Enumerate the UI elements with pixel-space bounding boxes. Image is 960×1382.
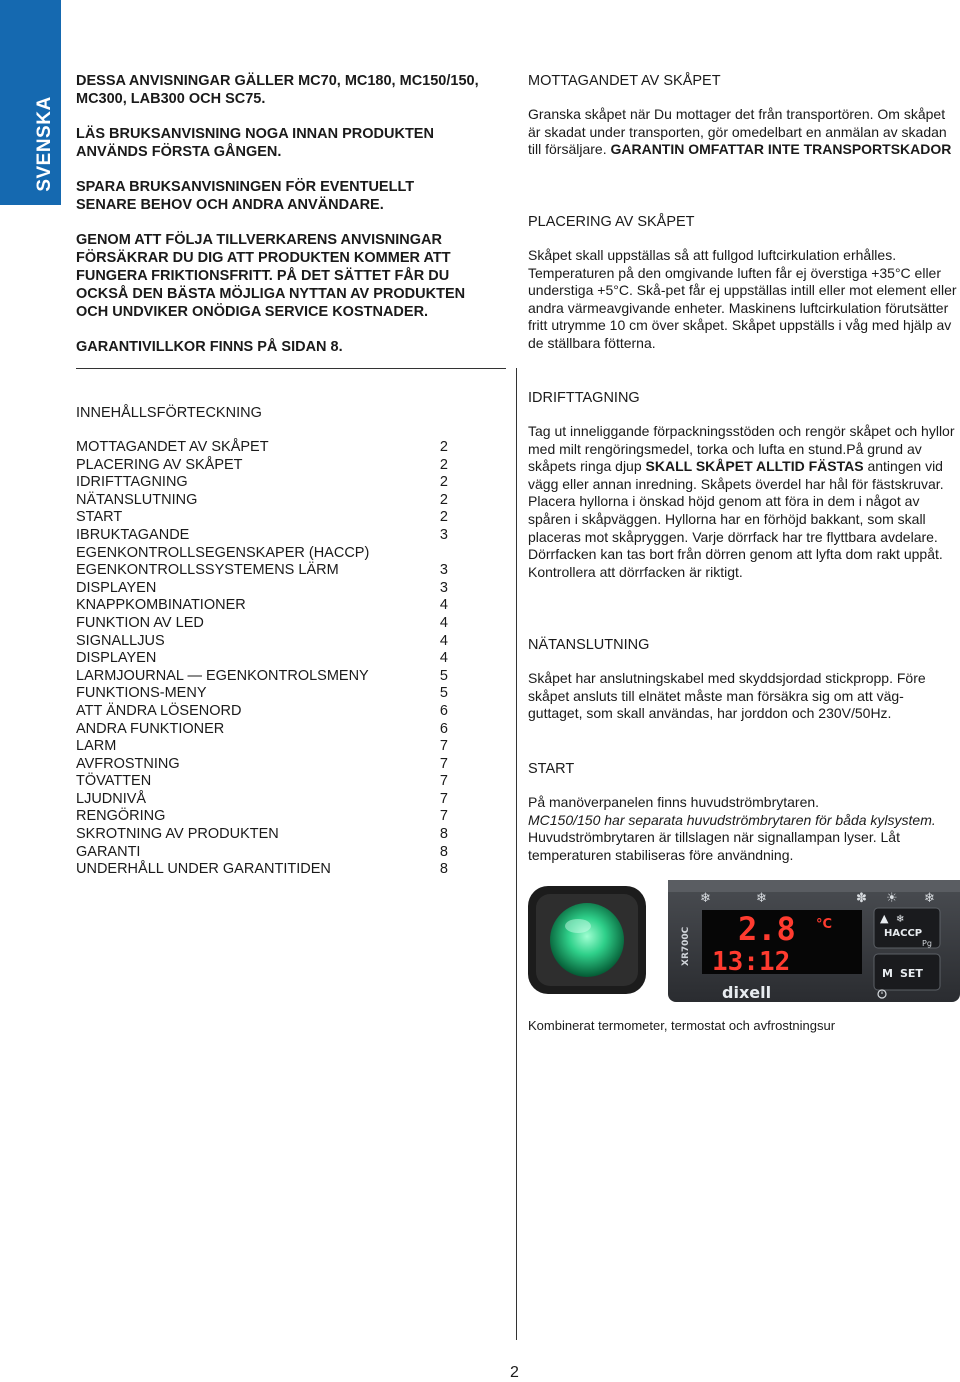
toc-entry xyxy=(76,492,448,510)
language-label: SVENSKA xyxy=(34,96,55,192)
toc-entry-label: SKROTNING AV PRODUKTEN xyxy=(76,826,279,843)
toc-entry-page: 3 xyxy=(439,562,448,579)
toc-entry-label: UNDERHÅLL UNDER GARANTITIDEN xyxy=(76,861,331,878)
toc-entry-page: 7 xyxy=(439,773,448,790)
section-italic-note: MC150/150 har separata huvudströmbrytaren för båda kylsystem. xyxy=(528,811,936,828)
page-number: 2 xyxy=(510,1364,519,1381)
toc-entry-label: TÖVATTEN xyxy=(76,773,152,790)
toc-entry xyxy=(76,633,448,651)
toc-entry-page: 2 xyxy=(439,474,448,491)
toc-entry-page: 7 xyxy=(439,790,448,807)
language-tab xyxy=(0,0,61,205)
intro-applicability: DESSA ANVISNINGAR GÄLLER MC70, MC180, MC150/150, MC300, LAB300 OCH SC75. xyxy=(76,73,479,107)
section-heading: START xyxy=(528,761,575,777)
toc-entry-label: NÄTANSLUTNING xyxy=(76,491,198,508)
light-icon: ☀ xyxy=(886,891,898,906)
toc-entry-label: SIGNALLJUS xyxy=(76,632,165,649)
temperature-readout: 2.8 xyxy=(738,910,796,948)
toc-title: INNEHÅLLSFÖRTECKNING xyxy=(76,405,262,421)
table-of-contents xyxy=(76,405,448,879)
toc-entry xyxy=(76,844,448,862)
set-key-label: SET xyxy=(900,967,923,980)
toc-entry-page: 4 xyxy=(439,614,448,631)
up-arrow-icon: ▲ xyxy=(880,912,889,925)
toc-entry xyxy=(76,738,448,756)
toc-entry-label: FUNKTIONS-MENY xyxy=(76,685,207,702)
toc-entry-page: 6 xyxy=(439,720,448,737)
toc-entry-label: START xyxy=(76,509,123,526)
toc-entry xyxy=(76,580,448,598)
toc-entry-label: IBRUKTAGANDE xyxy=(76,526,190,543)
toc-entry-label: IDRIFTTAGNING xyxy=(76,474,188,491)
toc-list xyxy=(76,439,448,879)
intro-follow-instructions: GENOM ATT FÖLJA TILLVERKARENS ANVISNINGAR FÖRSÄKRAR DU DIG ATT PRODUKTEN KOMMER ATT FUNGERA FRIKTIONSFRITT. PÅ DET SÄTTET FÅR DU OCKSÅ DEN BÄSTA MÖJLIGA NYTTAN AV PRODUKTEN OCH UNDVIKER ONÖDIGA SERVICE KOSTNADER. xyxy=(76,232,466,320)
toc-entry-label: ANDRA FUNKTIONER xyxy=(76,720,225,737)
section-start xyxy=(528,760,958,864)
flake-icon: ❄ xyxy=(896,914,905,925)
toc-entry xyxy=(76,474,448,492)
toc-entry-label: DISPLAYEN xyxy=(76,650,157,667)
section-heading: NÄTANSLUTNING xyxy=(528,637,650,653)
toc-entry-label: ATT ÄNDRA LÖSENORD xyxy=(76,702,242,719)
clock-readout: 13:12 xyxy=(712,947,791,977)
toc-entry xyxy=(76,668,448,686)
toc-entry xyxy=(76,703,448,721)
brand-logo: dixell xyxy=(722,983,772,1002)
fan-icon: ✽ xyxy=(856,891,867,906)
toc-entry xyxy=(76,791,448,809)
toc-entry-page: 4 xyxy=(439,597,448,614)
toc-entry-page: 8 xyxy=(439,843,448,860)
toc-entry xyxy=(76,861,448,879)
section-idrifttagning xyxy=(528,389,958,581)
vertical-divider xyxy=(516,368,517,1340)
toc-entry xyxy=(76,756,448,774)
toc-entry xyxy=(76,545,448,563)
toc-entry xyxy=(76,457,448,475)
controller-photo xyxy=(526,876,960,1006)
toc-entry-label: LJUDNIVÅ xyxy=(76,790,147,807)
toc-entry-label: FUNKTION AV LED xyxy=(76,614,204,631)
toc-entry-label: LARMJOURNAL — EGENKONTROLSMENY xyxy=(76,667,369,684)
section-natanslutning xyxy=(528,636,958,723)
section-text-continued: Huvudströmbrytaren är tillslagen när signallampan lyser. Låt temperaturen stabiliseras före användning. xyxy=(528,829,900,863)
toc-entry-page: 2 xyxy=(439,439,448,455)
toc-entry-page: 7 xyxy=(439,808,448,825)
toc-entry-page: 3 xyxy=(439,579,448,596)
model-label: XR700C xyxy=(681,926,691,966)
snowflake-icon: ❄ xyxy=(756,891,767,906)
section-body: Skåpet skall uppställas så att fullgod luftcirkulation erhålles. Temperaturen på den omgivande luften får ej överstiga +35°C eller understiga +5°C. Skå-pet får ej uppställas intill eller mot element eller andra värmeavgivande enheter. Maskinens luftcirkulation förutsätter fritt utrymme 10 cm över skåpet. Skåpet uppställs i våg med hjälp av de ställbara fötterna. xyxy=(528,247,957,351)
snowflake-icon: ❄ xyxy=(924,891,935,906)
toc-entry-label: EGENKONTROLLSSYSTEMENS LÄRM xyxy=(76,562,339,579)
intro-block xyxy=(76,72,516,373)
section-heading: IDRIFTTAGNING xyxy=(528,390,640,406)
snowflake-icon: ❄ xyxy=(700,891,711,906)
section-body xyxy=(528,423,958,581)
section-heading: MOTTAGANDET AV SKÅPET xyxy=(528,73,721,89)
section-text: Tag ut inneliggande förpackningsstöden och rengör skåpet och hyllor med milt rengöringsmedel, torka och lufta en stund.På grund av skåpets ringa djup xyxy=(528,423,955,475)
toc-entry xyxy=(76,615,448,633)
section-body xyxy=(528,106,958,159)
m-key-label: M xyxy=(882,967,893,980)
toc-entry xyxy=(76,509,448,527)
toc-entry xyxy=(76,826,448,844)
toc-entry xyxy=(76,597,448,615)
intro-read-manual: LÄS BRUKSANVISNING NOGA INNAN PRODUKTEN ANVÄNDS FÖRSTA GÅNGEN. xyxy=(76,126,434,160)
horizontal-divider xyxy=(76,368,506,369)
toc-entry-page: 4 xyxy=(439,632,448,649)
toc-entry-label: LARM xyxy=(76,738,117,755)
toc-entry-label: RENGÖRING xyxy=(76,808,166,825)
toc-entry-page: 2 xyxy=(439,491,448,508)
toc-entry-page: 8 xyxy=(439,826,448,843)
section-mottagandet xyxy=(528,72,958,159)
toc-entry-page: 7 xyxy=(439,738,448,755)
section-body xyxy=(528,794,958,864)
toc-entry xyxy=(76,650,448,668)
pg-label: Pg xyxy=(922,939,932,948)
toc-entry-page: 7 xyxy=(439,755,448,772)
intro-warranty-ref: GARANTIVILLKOR FINNS PÅ SIDAN 8. xyxy=(76,339,343,355)
toc-entry-page: 4 xyxy=(439,650,448,667)
toc-entry-page: 5 xyxy=(439,667,448,684)
toc-entry-page: 8 xyxy=(439,861,448,878)
toc-entry-label: AVFROSTNING xyxy=(76,755,180,772)
toc-entry xyxy=(76,773,448,791)
section-placering xyxy=(528,213,958,353)
toc-entry xyxy=(76,808,448,826)
section-emphasis: SKALL SKÅPET ALLTID FÄSTAS xyxy=(645,458,864,475)
temperature-unit: °C xyxy=(816,917,833,932)
section-body: Skåpet har anslutningskabel med skyddsjordad stickpropp. Före skåpet ansluts till elnätet måste man försäkra sig om att väg-guttaget, som skall användas, har jorddon och 230V/50Hz. xyxy=(528,670,926,722)
section-text: Granska skåpet när Du mottager det från transportören. Om skåpet är skadat under transporten, gör omedelbart en anmälan av skadan till försäljare. xyxy=(528,106,947,158)
toc-entry-label: PLACERING AV SKÅPET xyxy=(76,456,243,473)
toc-entry xyxy=(76,721,448,739)
toc-entry-page: 3 xyxy=(439,526,448,543)
toc-entry xyxy=(76,527,448,545)
section-heading: PLACERING AV SKÅPET xyxy=(528,214,695,230)
section-text-continued: antingen vid vägg eller annan inredning. Skåpets överdel har hål för fästskruvar. Placera hyllorna i önskad höjd genom att föra in dem i något av spåren i skåpväggen. Hyllorna har en förhöjd bakkant, som skall placeras mot skåpryggen. Varje dörrfack har tre flyttbara avdelare. Dörrfacken kan tas bort från dörren genom att lyfta dom rakt uppåt. Kontrollera att dörrfacken är riktigt. xyxy=(528,458,944,580)
toc-entry-page: 2 xyxy=(439,509,448,526)
toc-entry-page: 2 xyxy=(439,456,448,473)
toc-entry-page: 6 xyxy=(439,702,448,719)
toc-entry xyxy=(76,439,448,457)
signal-lamp-icon xyxy=(550,903,624,977)
intro-keep-manual: SPARA BRUKSANVISNINGEN FÖR EVENTUELLT SENARE BEHOV OCH ANDRA ANVÄNDARE. xyxy=(76,179,415,213)
toc-entry xyxy=(76,562,448,580)
haccp-label: HACCP xyxy=(884,928,923,939)
toc-entry-label: GARANTI xyxy=(76,843,141,860)
toc-entry-label: DISPLAYEN xyxy=(76,579,157,596)
toc-entry-label: KNAPPKOMBINATIONER xyxy=(76,597,246,614)
photo-caption: Kombinerat termometer, termostat och avfrostningsur xyxy=(528,1018,836,1033)
toc-entry-label: MOTTAGANDET AV SKÅPET xyxy=(76,439,269,455)
section-text: På manöverpanelen finns huvudströmbrytaren. xyxy=(528,794,820,810)
section-emphasis: GARANTIN OMFATTAR INTE TRANSPORTSKADOR xyxy=(610,141,952,158)
toc-entry xyxy=(76,685,448,703)
toc-entry-page: 5 xyxy=(439,685,448,702)
toc-entry-label: EGENKONTROLLSEGENSKAPER (HACCP) xyxy=(76,544,370,561)
